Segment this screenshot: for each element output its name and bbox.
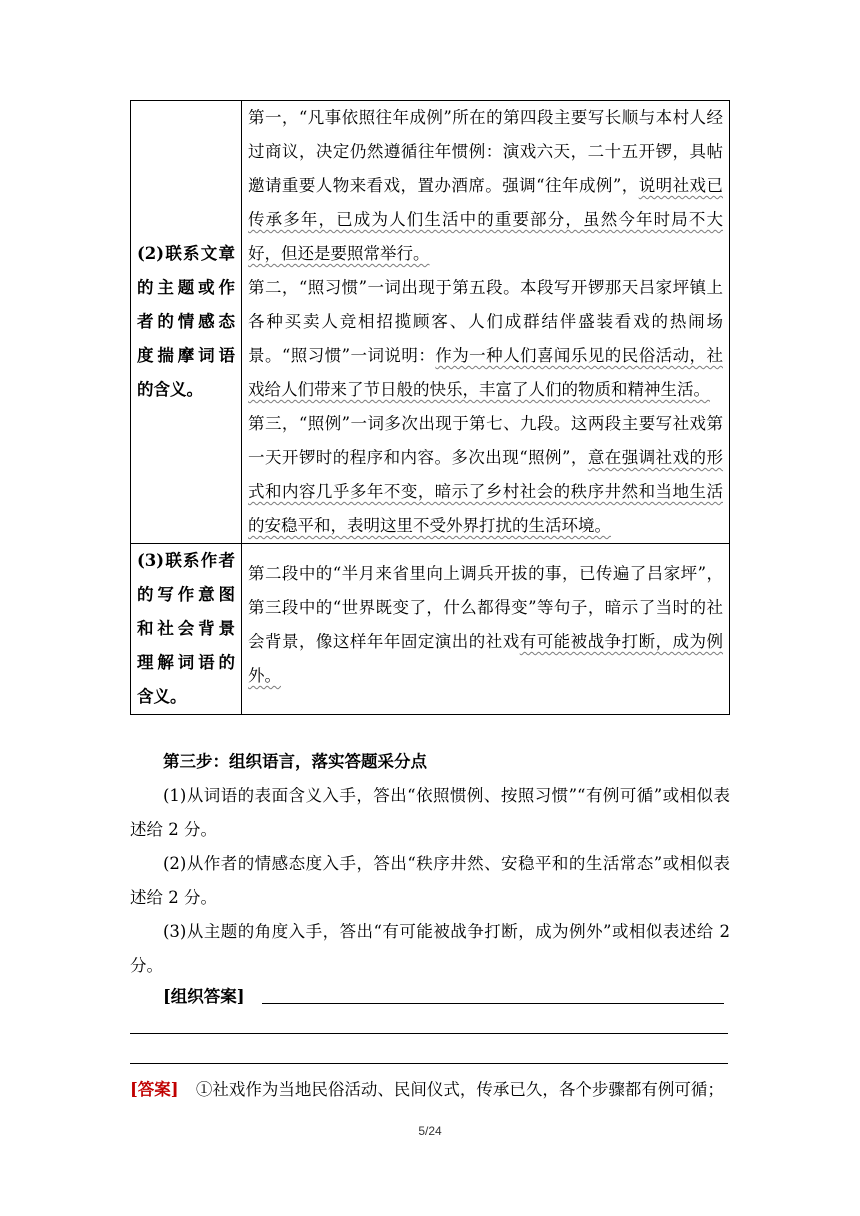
row2-p2-text: 第二，“照习惯”一词出现于第五段。本段写开锣那天吕家坪镇上各种买卖人竞相招揽顾客、人们成群结伴盛装看戏的热闹场景。“照习惯”一词说明： [248,278,723,365]
answer-line [130,1073,730,1107]
row2-paragraph-3 [248,407,723,543]
answer-text: ①社戏作为当地民俗活动、民间仪式，传承已久，各个步骤都有例可循； [195,1080,724,1099]
answer-tag: [答案] [130,1080,179,1099]
row2-label: (2)联系文章的主题或作者的情感态度揣摩词语的含义。 [137,244,235,399]
table-row [131,544,730,715]
row2-paragraph-2 [248,271,723,407]
row3-paragraph-1 [248,557,723,693]
row3-p1-text: 第二段中的“半月来省里向上调兵开拔的事，已传遍了吕家坪”，第三段中的“世界既变了，什么都得变”等句子，暗示了当时的社会背景，像这样年年固定演出的社戏 [248,564,723,651]
answer-blank-line-3 [130,1063,728,1064]
row3-p1-underlined: 有可能被战争打断，成为例外。 [248,632,724,685]
row2-p3-underlined: 意在强调社戏的形式和内容几乎多年不变，暗示了乡村社会的秩序井然和当地生活的安稳平和，表明这里不受外界打扰的生活环境。 [248,448,724,535]
row2-p2-underlined: 作为一种人们喜闻乐见的民俗活动，社戏给人们带来了节日般的快乐，丰富了人们的物质和精神生活。 [248,346,723,399]
row3-content-cell [242,544,730,715]
step3-item-3: (3)从主题的角度入手，答出“有可能被战争打断，成为例外”或相似表述给 2 分。 [130,922,730,975]
analysis-table [130,100,730,715]
row2-p1-text: 第一，“凡事依照往年成例”所在的第四段主要写长顺与本村人经过商议，决定仍然遵循往年惯例：演戏六天，二十五开锣，具帖邀请重要人物来看戏，置办酒席。强调“往年成例”， [248,108,723,195]
row2-label-cell [131,101,242,544]
step3-item-1: (1)从词语的表面含义入手，答出“依照惯例、按照习惯”“有例可循”或相似表述给 2 分。 [130,786,730,839]
organize-answer-label: [组织答案] [163,987,245,1006]
answer-blank-line-2 [130,1033,728,1034]
answer-blank-line-1 [262,1003,724,1004]
row3-label-cell [131,544,242,715]
page-number: 5/24 [418,1124,442,1138]
step3-title: 第三步：组织语言，落实答题采分点 [163,752,427,771]
table-row [131,101,730,544]
row2-content-cell [242,101,730,544]
step3-section [130,745,730,983]
row2-paragraph-1 [248,101,723,271]
step3-item-2: (2)从作者的情感态度入手，答出“秩序井然、安稳平和的生活常态”或相似表述给 2 分。 [130,854,730,907]
row3-label: (3)联系作者的写作意图和社会背景理解词语的含义。 [137,551,235,706]
row2-p3-text: 第三，“照例”一词多次出现于第七、九段。这两段主要写社戏第一天开锣时的程序和内容。多次出现“照例”， [248,414,723,467]
row2-p1-underlined: 说明社戏已传承多年，已成为人们生活中的重要部分，虽然今年时局不大好，但还是要照常举行。 [248,176,724,263]
